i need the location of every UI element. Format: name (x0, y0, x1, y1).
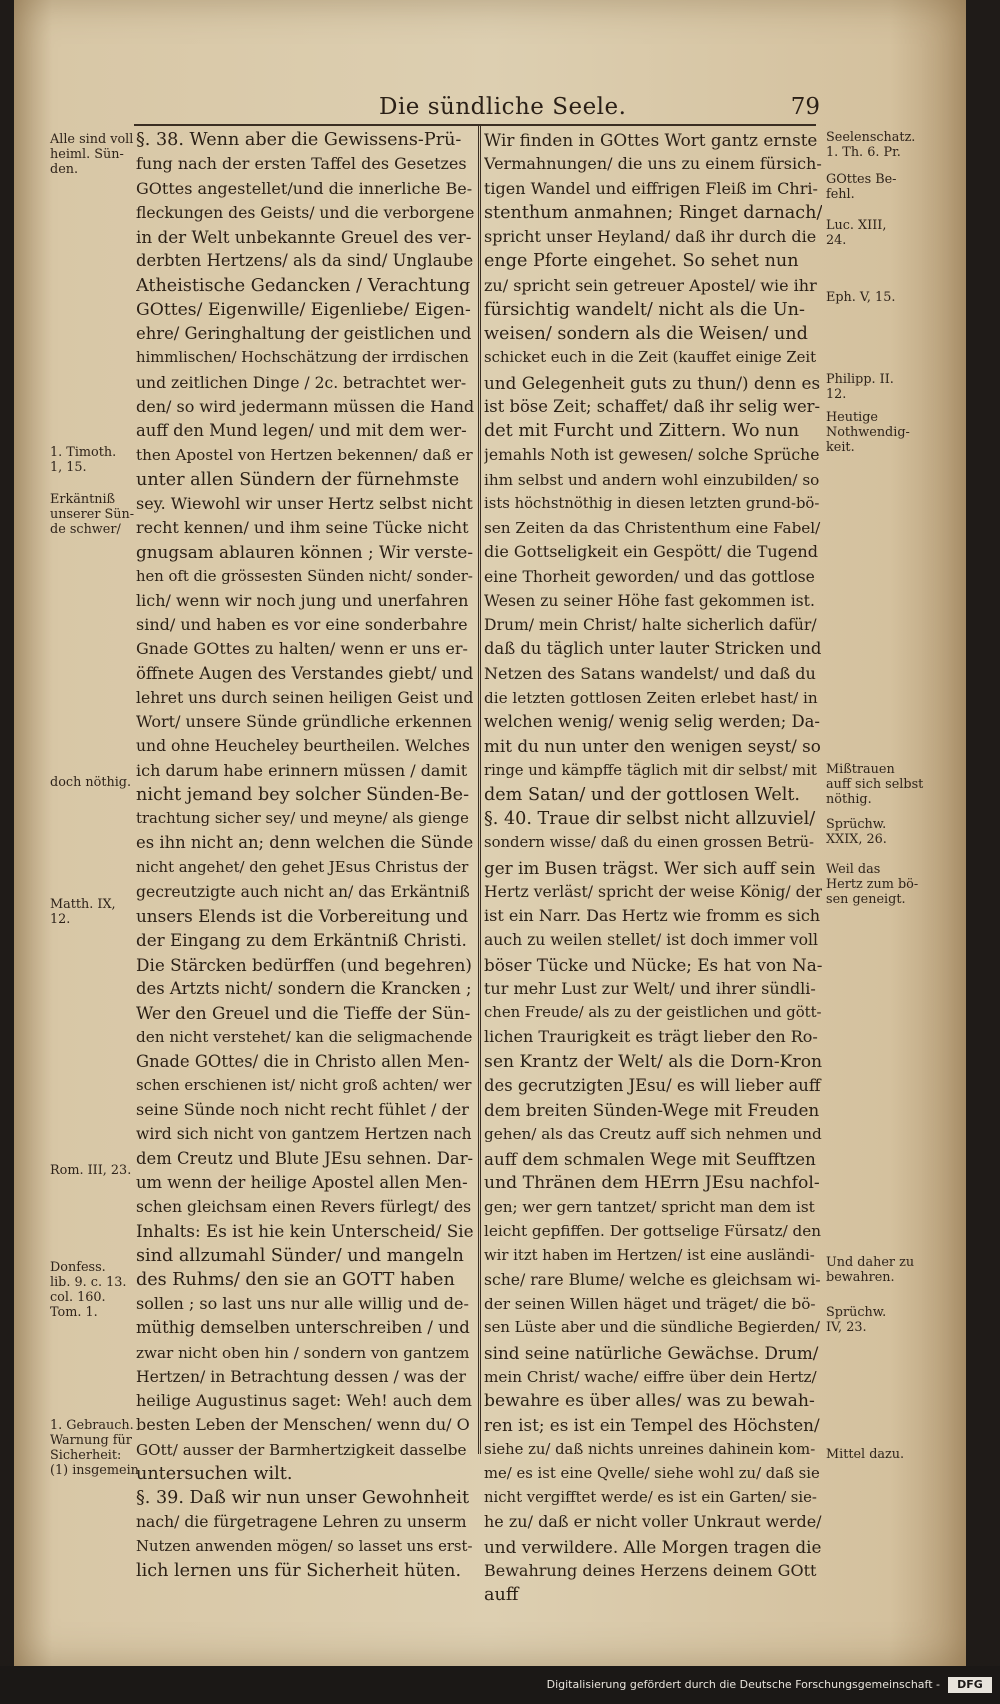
margin-note-right-1: Seelenschatz. 1. Th. 6. Pr. (826, 130, 916, 160)
text-line: Vermahnungen/ die uns zu einem fürsich- (484, 154, 822, 174)
text-line: mein Christ/ wache/ eiffre über dein Hertz/ (484, 1367, 817, 1386)
text-line: Gnade GOttes/ die in Christo allen Men- (136, 1051, 470, 1071)
left-text-column (136, 128, 474, 1583)
text-line: Die Stärcken bedürffen (und begehren) (136, 954, 472, 975)
text-line: gecreutzigte auch nicht an/ das Erkäntniß (136, 882, 470, 901)
text-line: schen erschienen ist/ nicht groß achten/ wer (136, 1076, 472, 1094)
text-line: auff dem schmalen Wege mit Seufftzen (484, 1148, 816, 1169)
text-line: §. 38. Wenn aber die Gewissens-Prü- (136, 130, 462, 150)
text-line: den nicht verstehet/ kan die seligmachende (136, 1028, 473, 1047)
text-line: untersuchen wilt. (136, 1463, 293, 1484)
text-line: und zeitlichen Dinge / 2c. betrachtet wer- (136, 373, 467, 392)
text-line: Hertz verläst/ spricht der weise König/ der (484, 882, 822, 901)
text-line: Netzen des Satans wandelst/ und daß du (484, 663, 816, 683)
text-line: auff (484, 1585, 519, 1605)
text-line: unter allen Sündern der fürnehmste (136, 469, 460, 490)
text-line: sind seine natürliche Gewächse. Drum/ (484, 1342, 819, 1363)
text-line: Bewahrung deines Herzens deinem GOtt (484, 1560, 817, 1580)
text-line: then Apostel von Hertzen bekennen/ daß er (136, 446, 473, 465)
text-line: gnugsam ablauren können ; Wir verste- (136, 542, 474, 563)
footer-credit: Digitalisierung gefördert durch die Deutsche Forschungsgemeinschaft - (546, 1678, 940, 1691)
text-line: ringe und kämpffe täglich mit dir selbst/ mit (484, 761, 817, 779)
digitization-footer (0, 1666, 1000, 1704)
text-line: müthig demselben unterschreiben / und (136, 1318, 470, 1338)
text-line: daß du täglich unter lauter Stricken und (484, 639, 822, 659)
text-line: lich/ wenn wir noch jung und unerfahren (136, 590, 469, 610)
running-head (134, 94, 820, 126)
text-line: sen Lüste aber und die sündliche Begierden/ (484, 1319, 820, 1337)
text-line: dem Creutz und Blute JEsu sehnen. Dar- (136, 1148, 474, 1168)
text-line: auff den Mund legen/ und mit dem wer- (136, 421, 467, 440)
text-line: und Thränen dem HErrn JEsu nachfol- (484, 1172, 820, 1193)
margin-note-left-8: 1. Gebrauch. Warnung für Sicherheit: (1) insgemein (50, 1418, 139, 1478)
text-line: und Gelegenheit guts zu thun/) denn es (484, 372, 821, 393)
text-line: eine Thorheit geworden/ und das gottlose (484, 567, 815, 586)
text-line: Nutzen anwenden mögen/ so lasset uns erst- (136, 1537, 473, 1555)
text-line: spricht unser Heyland/ daß ihr durch die (484, 227, 817, 246)
text-line: der Eingang zu dem Erkäntniß Christi. (136, 930, 467, 951)
text-line: himmlischen/ Hochschätzung der irrdischen (136, 349, 469, 367)
margin-note-right-11: Sprüchw. IV, 23. (826, 1305, 887, 1335)
margin-note-left-3: Erkäntniß unserer Sün- de schwer/ (50, 492, 135, 537)
text-line: leicht gepfiffen. Der gottselige Fürsatz/ den (484, 1222, 822, 1241)
text-line: nach/ die fürgetragene Lehren zu unserm (136, 1513, 467, 1532)
right-text-column (484, 128, 822, 1607)
text-line: den/ so wird jedermann müssen die Hand (136, 396, 474, 416)
text-line: wir itzt haben im Hertzen/ ist eine ausländi- (484, 1246, 815, 1264)
text-line: Drum/ mein Christ/ halte sicherlich dafür/ (484, 616, 817, 634)
text-line: Hertzen/ in Betrachtung dessen / was der (136, 1367, 466, 1386)
text-line: Inhalts: Es ist hie kein Unterscheid/ Sie (136, 1221, 474, 1242)
margin-note-left-5: Matth. IX, 12. (50, 897, 116, 927)
margin-note-left-6: Rom. III, 23. (50, 1163, 132, 1178)
text-line: Wer den Greuel und die Tieffe der Sün- (136, 1003, 471, 1023)
text-line: zu/ spricht sein getreuer Apostel/ wie ihr (484, 275, 817, 295)
text-line: sey. Wiewohl wir unser Hertz selbst nicht (136, 493, 473, 513)
text-line: me/ es ist eine Qvelle/ siehe wohl zu/ daß sie (484, 1464, 820, 1482)
text-line: GOttes/ Eigenwille/ Eigenliebe/ Eigen- (136, 299, 471, 320)
text-line: ist böse Zeit; schaffet/ daß ihr selig wer- (484, 396, 821, 416)
margin-note-right-2: GOttes Be- fehl. (826, 172, 897, 202)
text-line: zwar nicht oben hin / sondern von gantzem (136, 1343, 470, 1362)
text-line: sind/ und haben es vor eine sonderbahre (136, 615, 468, 634)
text-line: stenthum anmahnen; Ringet darnach/ (484, 202, 822, 223)
margin-note-right-12: Mittel dazu. (826, 1447, 905, 1462)
text-line: he zu/ daß er nicht voller Unkraut werde/ (484, 1512, 822, 1532)
book-page (14, 0, 966, 1666)
text-line: auch zu weilen stellet/ ist doch immer voll (484, 931, 818, 950)
text-line: des Artzts nicht/ sondern die Krancken ; (136, 978, 472, 998)
text-line: siehe zu/ daß nichts unreines dahinein kom- (484, 1440, 816, 1458)
text-line: sen Zeiten da das Christenthum eine Fabel/ (484, 519, 821, 537)
text-line: seine Sünde noch nicht recht fühlet / der (136, 1100, 469, 1119)
text-line: gen; wer gern tantzet/ spricht man dem ist (484, 1198, 815, 1216)
text-line: gehen/ als das Creutz auff sich nehmen und (484, 1125, 822, 1144)
text-line: lich lernen uns für Sicherheit hüten. (136, 1560, 462, 1581)
text-line: derbten Hertzens/ als da sind/ Unglaube (136, 251, 474, 271)
column-divider (478, 126, 481, 1454)
margin-note-left-7: Donfess. lib. 9. c. 13. col. 160. Tom. 1. (50, 1260, 127, 1320)
margin-note-right-6: Heutige Nothwendig- keit. (826, 410, 910, 455)
margin-note-right-9: Weil das Hertz zum bö- sen geneigt. (826, 862, 919, 907)
text-line: böser Tücke und Nücke; Es hat von Na- (484, 954, 822, 975)
page-number: 79 (790, 94, 820, 120)
text-line: der seinen Willen häget und träget/ die bö- (484, 1295, 816, 1313)
text-line: dem Satan/ und der gottlosen Welt. (484, 784, 801, 805)
text-line: Wesen zu seiner Höhe fast gekommen ist. (484, 591, 815, 610)
text-line: sen Krantz der Welt/ als die Dorn-Kron (484, 1051, 822, 1072)
text-line: wird sich nicht von gantzem Hertzen nach (136, 1125, 472, 1144)
text-line: Wort/ unsere Sünde gründliche erkennen (136, 712, 472, 731)
text-line: nicht angehet/ den gehet JEsus Christus der (136, 858, 469, 876)
text-line: dem breiten Sünden-Wege mit Freuden (484, 1100, 820, 1120)
text-line: es ihn nicht an; denn welchen die Sünde (136, 833, 474, 853)
text-line: tigen Wandel und eiffrigen Fleiß im Chri- (484, 178, 818, 198)
text-line: sollen ; so last uns nur alle willig und de- (136, 1294, 469, 1313)
text-line: ist ein Narr. Das Hertz wie fromm es sich (484, 906, 821, 925)
text-line: Atheistische Gedancken / Verachtung (136, 275, 471, 296)
page-title: Die sündliche Seele. (379, 94, 627, 120)
text-line: schen gleichsam einen Revers fürlegt/ des (136, 1198, 472, 1216)
text-line: die letzten gottlosen Zeiten erlebet hast/ in (484, 688, 818, 707)
text-line: sind allzumahl Sünder/ und mangeln (136, 1245, 464, 1266)
text-line: Wir finden in GOttes Wort gantz ernste (484, 130, 818, 150)
text-line: weisen/ sondern als die Weisen/ und (484, 324, 808, 344)
margin-note-left-1: Alle sind voll heiml. Sün- den. (50, 132, 134, 177)
text-line: chen Freude/ als zu der geistlichen und gött- (484, 1004, 822, 1021)
text-line: §. 40. Traue dir selbst nicht allzuviel/ (484, 809, 816, 829)
text-line: schicket euch in die Zeit (kauffet einige Zeit (484, 349, 817, 367)
text-line: trachtung sicher sey/ und meyne/ als gienge (136, 810, 469, 827)
margin-note-right-10: Und daher zu bewahren. (826, 1255, 915, 1285)
text-line: fung nach der ersten Taffel des Gesetzes (136, 154, 467, 174)
margin-note-right-8: Sprüchw. XXIX, 26. (826, 817, 887, 847)
margin-note-right-3: Luc. XIII, 24. (826, 218, 887, 248)
text-line: ger im Busen trägst. Wer sich auff sein (484, 857, 816, 878)
text-line: ich darum habe erinnern müssen / damit (136, 760, 468, 780)
text-line: fleckungen des Geists/ und die verborgene (136, 203, 474, 222)
text-line: nicht jemand bey solcher Sünden-Be- (136, 784, 470, 805)
dfg-logo: DFG (948, 1677, 992, 1693)
text-line: GOttes angestellet/und die innerliche Be- (136, 178, 473, 198)
text-line: hen oft die grössesten Sünden nicht/ sonder- (136, 567, 473, 585)
text-line: jemahls Noth ist gewesen/ solche Sprüche (484, 446, 820, 465)
margin-note-right-5: Philipp. II. 12. (826, 372, 894, 402)
margin-note-right-7: Mißtrauen auff sich selbst nöthig. (826, 762, 924, 807)
text-line: §. 39. Daß wir nun unser Gewohnheit (136, 1488, 470, 1508)
text-line: lehret uns durch seinen heiligen Geist und (136, 688, 474, 707)
text-line: tur mehr Lust zur Welt/ und ihrer sündli- (484, 978, 816, 998)
margin-note-left-4: doch nöthig. (50, 775, 132, 790)
text-line: bewahre es über alles/ was zu bewah- (484, 1391, 815, 1411)
text-line: Gnade GOttes zu halten/ wenn er uns er- (136, 639, 468, 659)
text-line: lichen Traurigkeit es trägt lieber den Ro- (484, 1027, 818, 1047)
text-line: nicht vergifftet werde/ es ist ein Garten/ sie- (484, 1489, 817, 1506)
text-line: ists höchstnöthig in diesen letzten grund-bö- (484, 494, 820, 512)
text-line: welchen wenig/ wenig selig werden; Da- (484, 712, 820, 731)
text-line: recht kennen/ und ihm seine Tücke nicht (136, 518, 469, 537)
text-line: mit du nun unter den wenigen seyst/ so (484, 736, 821, 757)
margin-note-left-2: 1. Timoth. 1, 15. (50, 445, 117, 475)
margin-note-right-4: Eph. V, 15. (826, 290, 896, 305)
text-line: in der Welt unbekannte Greuel des ver- (136, 227, 472, 247)
text-line: die Gottseligkeit ein Gespött/ die Tugend (484, 542, 818, 562)
text-line: öffnete Augen des Verstandes giebt/ und (136, 663, 474, 683)
text-line: besten Leben der Menschen/ wenn du/ O (136, 1415, 470, 1435)
text-line: des gecrutzigten JEsu/ es will lieber auff (484, 1075, 821, 1095)
text-line: heilige Augustinus saget: Weh! auch dem (136, 1391, 472, 1410)
text-line: um wenn der heilige Apostel allen Men- (136, 1172, 468, 1192)
text-line: ehre/ Geringhaltung der geistlichen und (136, 324, 472, 343)
text-line: ren ist; es ist ein Tempel des Höchsten/ (484, 1415, 820, 1436)
text-line: und ohne Heucheley beurtheilen. Welches (136, 737, 470, 756)
text-line: unsers Elends ist die Vorbereitung und (136, 906, 469, 926)
text-line: fürsichtig wandelt/ nicht als die Un- (484, 299, 805, 320)
text-line: und verwildere. Alle Morgen tragen die (484, 1536, 822, 1557)
text-line: des Ruhms/ den sie an GOTT haben (136, 1269, 455, 1290)
text-line: det mit Furcht und Zittern. Wo nun (484, 421, 800, 441)
text-line: sondern wisse/ daß du einen grossen Betrü- (484, 834, 815, 852)
text-line: enge Pforte eingehet. So sehet nun (484, 251, 799, 272)
text-line: ihm selbst und andern wohl einzubilden/ so (484, 470, 820, 489)
text-line: sche/ rare Blume/ welche es gleichsam wi- (484, 1270, 821, 1289)
text-line: GOtt/ ausser der Barmhertzigkeit dasselbe (136, 1440, 467, 1459)
